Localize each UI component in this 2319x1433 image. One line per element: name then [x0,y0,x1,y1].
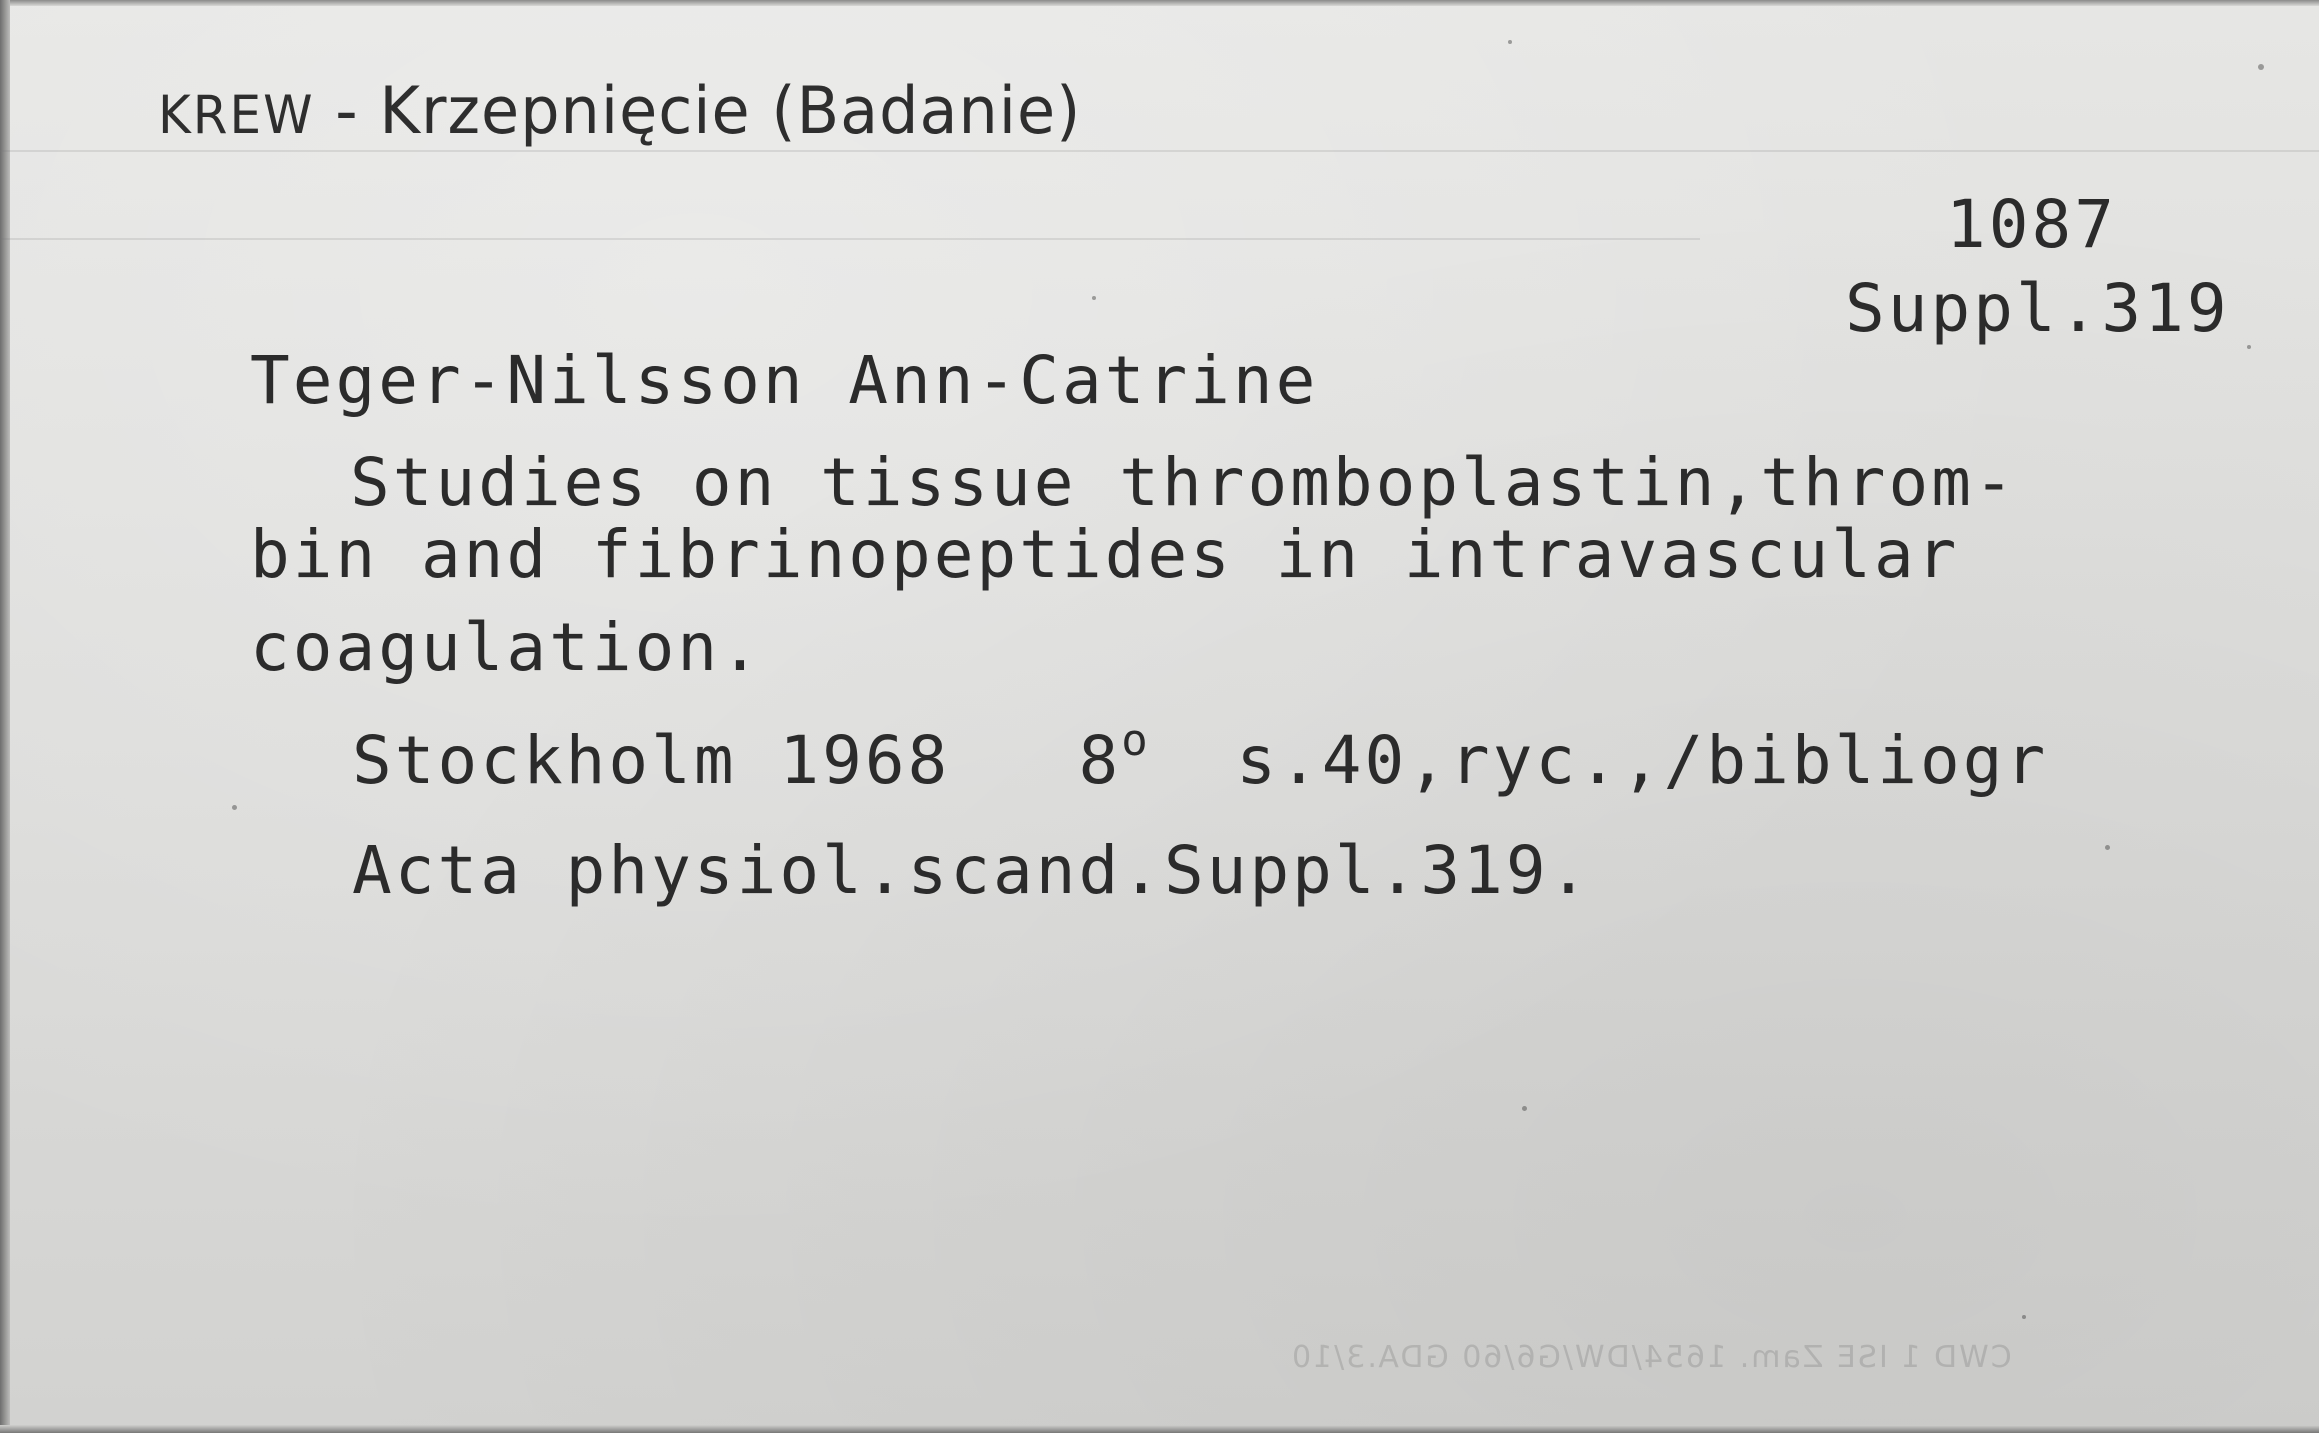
imprint-accent: / [1663,722,1707,799]
card-rule-line [0,238,1700,240]
title-line: coagulation. [250,609,763,686]
series-note: Acta physiol.scand.Suppl.319. [352,832,1592,909]
paper-speck [2258,64,2264,70]
imprint-format-number: 8 [1078,722,1122,799]
subject-heading [158,72,1081,149]
imprint-line [352,715,2049,799]
title-line: bin and fibrinopeptides in intravascular [250,516,1960,593]
paper-speck [2247,345,2251,349]
call-number: 1087 [1946,186,2117,263]
card-rule-line [0,150,2319,152]
imprint-format-mark: o [1121,715,1151,766]
author-name: Teger-Nilsson Ann-Catrine [250,342,1319,419]
paper-speck [1522,1106,1527,1111]
imprint-pagination: s.40,ryc., [1236,722,1664,799]
card-left-edge [0,0,10,1433]
paper-speck [2022,1315,2026,1319]
paper-speck [2105,845,2110,850]
imprint-format [1078,715,1151,799]
paper-speck [232,805,237,810]
imprint-place-year: Stockholm 1968 [352,722,951,799]
subject-heading-subject: Krzepnięcie [379,72,751,149]
printer-mark-bleed-through: CWD 1 ISE Zam. 1654/DW/G6/60 GDA.3/10 [1290,1340,2012,1375]
paper-speck [1508,40,1512,44]
supplement-mark: Suppl.319 [1845,270,2230,347]
paper-speck [1092,296,1096,300]
card-bottom-edge [0,1425,2319,1433]
subject-heading-prefix: KREW [158,84,315,146]
subject-heading-separator: - [314,72,380,149]
imprint-bibliography: bibliogr [1706,722,2049,799]
card-top-edge [0,0,2319,6]
subject-heading-qualifier: (Badanie) [750,72,1082,149]
title-line: Studies on tissue thromboplastin,throm- [350,444,2017,521]
